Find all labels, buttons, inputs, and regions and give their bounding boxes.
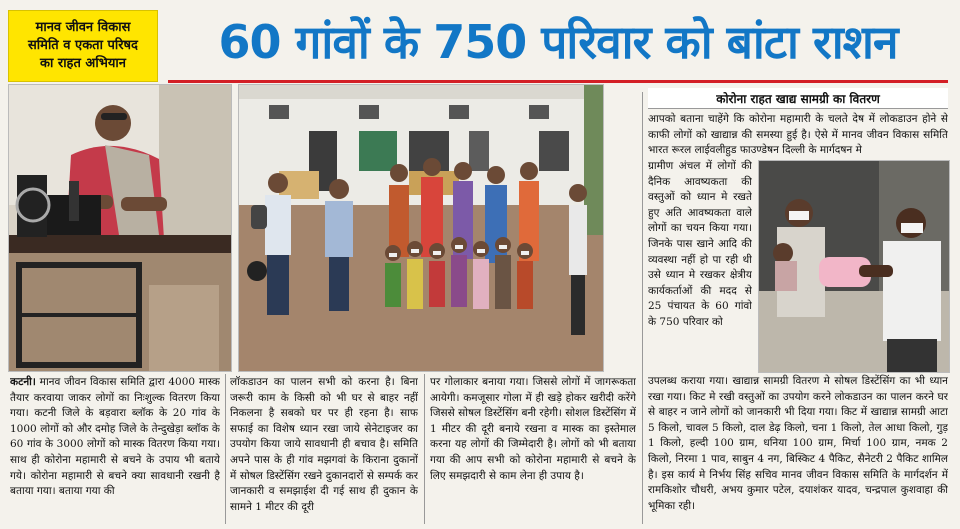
food-distribution-photo xyxy=(758,160,950,373)
headline-text: 60 गांवों के 750 परिवार को बांटा राशन xyxy=(218,15,898,69)
village-scene-image xyxy=(239,85,603,371)
col2-text: लॉकडाउन का पालन सभी को करना है। बिना जरूरी काम के किसी को भी घर से बाहर नहीं निकलना है सबको घर पर ही रहना है। साफ सफाई का विशेष ध्यान रखा जाये सेनेटाइजर का उपयोग किया जाये सावधानी ही बचाव है। समिति अपने पास के ही गांव मझगवां के किराना दुकानों में सोषल डिस्टेंसिंग रखने दुकानदारों से सम्पर्क कर जानकारी व समझाईश दी गई साथ ही दुकान के सामने 1 मीटर की दूरी xyxy=(230,376,418,513)
col4-top-text: आपको बताना चाहेंगे कि कोरोना महामारी के चलते देष में लोकडाउन होने से काफी लोगों को खाद्यान्न की समस्या हुई है। ऐसे में मानव जीवन विकास समिति भारत रूरल लाईवलीहुड फाउण्डेषन दिल्ली के मार्गदषन मे xyxy=(648,113,948,157)
column-rule-2 xyxy=(424,374,425,524)
col1-text: मानव जीवन विकास समिति द्वारा 4000 मास्क तैयार करवाया जाकर लोगों का निःशुल्क वितरण किया गया। कटनी जिले के बड़वारा ब्लॉक के 20 गांव के 1000 लोगों को और दमोह जिले के तेन्दुखेड़ा ब्लॉक के 60 गांव के 3000 लोगों को मास्क वितरण किया गया। साथ ही कोरोना महामारी से बचने के उपाय भी बताये गये। कोरोना महामारी से बचने क्या सावधानी रखनी है बताया गया। बताया गया की xyxy=(10,376,220,498)
article-col1 xyxy=(10,375,220,525)
badge-line-3: का राहत अभियान xyxy=(40,56,126,71)
headline-rule xyxy=(168,80,948,83)
campaign-badge xyxy=(8,10,158,82)
col3-text: पर गोलाकार बनाया गया। जिससे लोगों में जागरूकता आयेगी। कमजूसार गोला में ही खड़े होकर खरीदी करेंगे जिससे सोषल डिस्टेंसिंग बनी रहेगी। सोशल डिस्टेंसिंग में 1 मीटर की दूरी बनाये रखना व मास्क का इस्तेमाल करना यह लोगों की जिम्मेदारी है। लोगों को भी बताया गया की आप सभी को कोरोना महामारी से बचने के लिए समझदारी से काम लेना ही उपाय है। xyxy=(430,376,636,482)
col4-narrow-text: ग्रामीण अंचल में लोगों की दैनिक आवष्यकता की वस्तुओं को ध्यान मे रखते हुए अति आवष्यकता वाले लोगों का चयन किया गया। जिनके पास खाने आदि की व्यवस्था नहीं हो पा रही थी उसे ध्यान मे रखकर क्षेत्रीय कार्यकर्ताओं की मदद से 25 पंचायत के 60 गांवो के 750 परिवार को xyxy=(648,160,752,328)
badge-line-2: समिति व एकता परिषद xyxy=(28,38,138,53)
column-rule-1 xyxy=(225,374,226,524)
sewing-scene-image xyxy=(9,85,231,371)
col4-bottom-text: उपलब्ध कराया गया। खाद्यान्न सामग्री वितरण मे सोषल डिस्टेंसिंग का भी ध्यान रखा गया। किट मे रखी वस्तुओं का उपयोग करने लोकडाउन का पालन करने घर से बाहर न जाने लोगों को जानकारी भी दिया गया। किट में खाद्यान्न सामग्री आटा 5 किलो, चावल 5 किलो, दाल डेढ़ किलो, चना 1 किलो, तेल आधा किलो, गुड़ 1 किलो, हल्दी 100 ग्राम, धनिया 100 ग्राम, मिर्चा 100 ग्राम, नमक 2 किलो, निरमा 1 पाव, साबुन 4 नग, बिस्किट 4 पैकिट, सैनेटरी 2 पैकिट शामिल है। इस कार्य मे निर्भय सिंह सचिव मानव जीवन विकास समिति के मार्गदर्शन में रामकिशोर चौधरी, अभय कुमार पटेल, दयाशंकर यादव, चन्द्रपाल कुशवाहा की भूमिका रही। xyxy=(648,375,948,512)
article-col4-narrow xyxy=(648,159,752,371)
distribution-scene-image xyxy=(759,161,949,372)
article-col4-top xyxy=(648,112,948,159)
dateline: कटनी। xyxy=(10,376,36,388)
subheading-text: कोरोना राहत खाद्य सामग्री का वितरण xyxy=(716,91,880,106)
article-col2 xyxy=(230,375,418,525)
woman-at-sewing-machine-photo xyxy=(8,84,232,372)
section-subheading xyxy=(648,88,948,109)
badge-line-1: मानव जीवन विकास xyxy=(35,20,131,35)
article-col3 xyxy=(430,375,636,525)
article-col4-bottom xyxy=(648,374,948,525)
villagers-in-masks-photo xyxy=(238,84,604,372)
column-rule-3 xyxy=(642,92,643,524)
headline xyxy=(168,6,948,76)
